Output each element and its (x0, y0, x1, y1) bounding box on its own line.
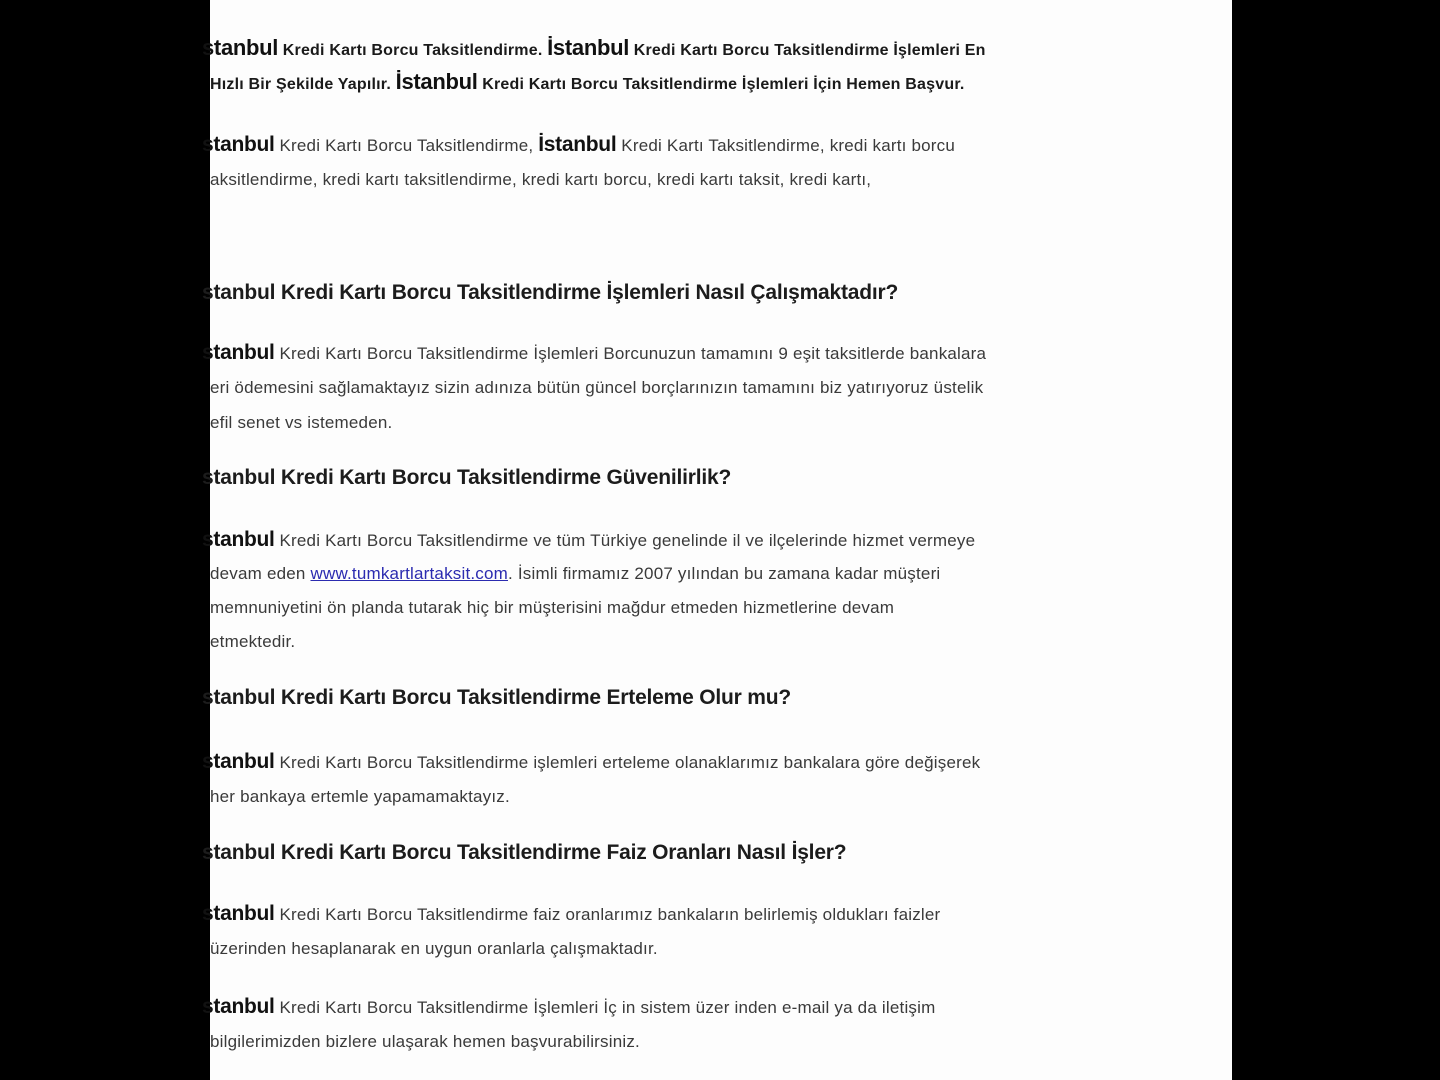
intro-paragraph (202, 33, 1232, 101)
section-text: Kredi Kartı Borcu Taksitlendirme ve tüm Türkiye genelinde il ve ilçelerinde hizmet vermeye (274, 531, 976, 550)
intro-text: Kredi Kartı Borcu Taksitlendirme İşlemleri En (629, 42, 986, 59)
intro-istanbul-word: İstanbul (395, 69, 478, 94)
section-text: efil senet vs istemeden. (210, 413, 393, 432)
keywords-paragraph (202, 128, 1232, 198)
section-heading: stanbul Kredi Kartı Borcu Taksitlendirme Erteleme Olur mu? (202, 686, 791, 709)
section-text: Kredi Kartı Borcu Taksitlendirme işlemleri erteleme olanaklarımız bankalara göre değişerek (274, 753, 981, 772)
section-text: her bankaya ertemle yapamamaktayız. (210, 787, 510, 806)
section-paragraph (202, 745, 1232, 815)
section-heading: stanbul Kredi Kartı Borcu Taksitlendirme Faiz Oranları Nasıl İşler? (202, 841, 847, 864)
section-text: etmektedir. (210, 632, 296, 651)
section-paragraph (202, 336, 1232, 440)
section-heading: stanbul Kredi Kartı Borcu Taksitlendirme Güvenilirlik? (202, 466, 732, 489)
intro-text: Kredi Kartı Borcu Taksitlendirme. (278, 42, 548, 59)
section-text: Kredi Kartı Borcu Taksitlendirme İşlemleri Borcunuzun tamamını 9 eşit taksitlerde bankalara (274, 344, 987, 363)
section-lead-word: stanbul (202, 341, 275, 364)
keywords-text: aksitlendirme, kredi kartı taksitlendirme, kredi kartı borcu, kredi kartı taksit, kredi kartı, (210, 170, 872, 189)
section-text: Kredi Kartı Borcu Taksitlendirme faiz oranlarımız bankaların belirlemiş oldukları faizler (274, 905, 941, 924)
section-paragraph (202, 523, 1232, 659)
section-lead-word: stanbul (202, 902, 275, 925)
section-lead-word: stanbul (202, 528, 275, 551)
document-page (202, 0, 1232, 1080)
section-lead-word: stanbul (202, 750, 275, 773)
closing-text: Kredi Kartı Borcu Taksitlendirme İşlemleri İç in sistem üzer inden e-mail ya da iletişim (274, 998, 936, 1017)
intro-lead-word: stanbul (202, 35, 279, 60)
intro-istanbul-word: İstanbul (547, 35, 630, 60)
section-text: eri ödemesini sağlamaktayız sizin adınıza bütün güncel borçlarınızın tamamını biz yatırıyoruz üstelik (210, 378, 984, 397)
keywords-istanbul-word: İstanbul (538, 133, 617, 156)
keywords-text: Kredi Kartı Borcu Taksitlendirme, (274, 136, 539, 155)
section-paragraph (202, 897, 1232, 967)
intro-text: Kredi Kartı Borcu Taksitlendirme İşlemleri İçin Hemen Başvur. (477, 76, 965, 93)
intro-text: Hızlı Bir Şekilde Yapılır. (210, 76, 396, 93)
section-text: devam eden (210, 564, 311, 583)
section-text: üzerinden hesaplanarak en uygun oranlarla çalışmaktadır. (210, 939, 658, 958)
section-text: memnuniyetini ön planda tutarak hiç bir müşterisini mağdur etmeden hizmetlerine devam (210, 598, 895, 617)
keywords-lead-word: stanbul (202, 133, 275, 156)
closing-paragraph (202, 990, 1232, 1060)
website-link[interactable]: www.tumkartlartaksit.com (310, 564, 509, 583)
closing-text: bilgilerimizden bizlere ulaşarak hemen başvurabilirsiniz. (210, 1032, 640, 1051)
section-heading: stanbul Kredi Kartı Borcu Taksitlendirme İşlemleri Nasıl Çalışmaktadır? (202, 281, 899, 304)
section-text: . İsimli firmamız 2007 yılından bu zamana kadar müşteri (508, 564, 941, 583)
closing-lead-word: stanbul (202, 995, 275, 1018)
keywords-text: Kredi Kartı Taksitlendirme, kredi kartı borcu (616, 136, 955, 155)
